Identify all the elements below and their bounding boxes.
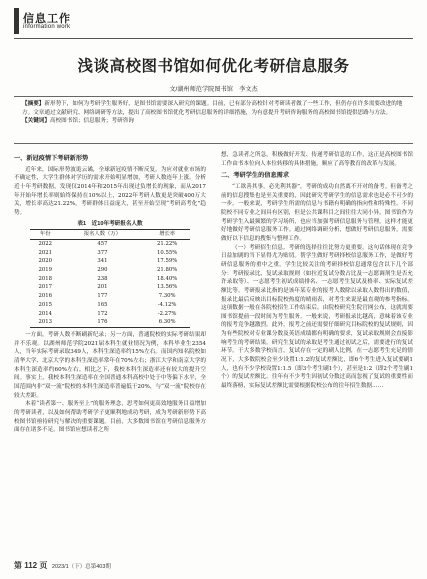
table-row [30,249,190,258]
table-header-year: 年份 [30,230,60,240]
table-cell: 2019 [38,267,52,274]
abstract-box [14,96,413,144]
page-number: 第 112 页 [14,561,48,570]
keywords-text: 高校图书馆；信息服务；考研咨询 [49,118,134,125]
abstract [22,100,405,117]
table-caption: 表1 近10年考研报名人数 [77,220,143,227]
table-cell: 2015 [38,301,52,308]
table-row [30,257,190,266]
table-cell: -2.27% [157,310,177,317]
table-cell: 21.22% [157,240,178,247]
table-cell: 21.80% [157,267,178,274]
column-marker [14,8,19,34]
column-subtitle: information work [23,24,71,30]
paragraph: 一方面，考研人数不断刷新纪录；另一方面，普通院校的实际考研结果却并不乐观。以湖州师范学院2021届本科生就业情况为例，本科毕业生2354人，当年实际考研录取349人，本科生深造率约15%左右。而国内知名院校如清华大学、北京大学的本科生深造率常年在70%左右；浙江大学和南京大学的本科生深造率约60%左右。相比之下，我校本科生深造率还有较大的提升空间。事实上，我校本科生深造率在全国普通本科高校中处于中等偏下水平，全国范围内非“双一流”院校的本科生深造率普遍低于20%，与“双一流”院校存在较大差距。 [14,331,206,399]
table-cell: 2014 [38,310,52,317]
table-cell: 341 [97,258,108,265]
column-header [0,0,427,40]
table-cell: 13.56% [157,284,178,291]
table-cell: 238 [97,275,108,282]
table-cell: 2021 [38,249,52,256]
table-row [30,266,190,275]
table-header-growth: 增长率 [144,230,190,240]
table-cell: 165 [97,301,108,308]
table-row [30,275,190,284]
table-cell: 2018 [38,275,52,282]
section-heading-1: 一、新冠疫情下考研新形势 [14,155,89,162]
article-author: 文/湖州师范学院图书馆 李文杰 [169,86,258,93]
left-column [14,151,206,435]
abstract-label: 【摘要】 [22,101,45,107]
table-cell: 377 [97,249,108,256]
right-column [221,151,413,391]
paragraph: 本着“读者第一、服务至上”的服务理念，思考如何更高效地服务目益增加的考研读者，以及如何帮助考研学子更顺利地成功考研，成为考研新形势下高校图书馆亟待研究与解决的重要课题。目前，大多数图书馆在考研信息服务方面存在诸多不足，图书馆应想读者之所 [14,401,206,434]
paragraph: “工欲善其事，必先利其器”，考研的成功自然离不开对的备考。但备考之前的信息搜集也是至关重要的，因此研究考研学生的信息需求也是必不可少的一步。一般来说，考研学生所需的信息与书籍有明确的指向性和特殊性，不同院校不同专业之间具有区别，但是公共课科目之间往往大同小异。图书馆作为考研学生入最频繁的学习场所，也应当加强考研信息服务与管理，这样才能更好地做好考研信息服务工作。通过网络调研分析，想做好考研信息服务，需要做好以下信息的搜集与整理工作。 [221,183,413,242]
table-cell: 177 [97,293,108,300]
table-cell: 2020 [38,258,52,265]
paragraph: （一）考研招生信息。考研的选择往往比努力更重要。这句话体现在竞争日益加剧的当下显得尤为贴切。帮学生做好考研择校信息服务工作，是做好考研信息服务的重中之重。学生比较关注的考研择校信息通常包含以下几个部分：考研报录比、复试录取规则（如拉近复试分数占比及一志愿调剂生是否允许录取等）、一志愿考生初试成绩排名、一志愿考生复试及格率、实际复试差额比等。考研报录比指的是该年某专业的报考人数除以录取人数得出的数值，报录比最后反映出目标院校热度的晴雨表，对考生来说是最直观的参考指标。这项数据一般在各院校招生工作结束后，由院校研究生院官网公布，这就需要图书馆提前一段时间为考生服务。一般来说，考研报录比越高，意味着该专业的报考竞争越激烈。此外，报考之前还需要仔细研究目标院校的复试规则，因为有些院校对专业课分数及英语成绩都有明确的要求，复试录取规则会直接影响考生的考研结果。研究生复试的录取是考生通过初试之后，需要进行的复试环节。于大多数学校而言，复试存在一定的刷人比例，在一志愿考生充足的情况下，大多数院校会至少设置1:1.2的复试差额比，即6个考生进入复试要刷1人，也有不少学校设置1:1.5（即3个考生刷1个），甚至是1:2（即2个考生刷1个）的复试差额比。往年有不少考生因初试分数过高而忽视了复试的重要性而最终落榜，实际复试差额比需要根据院校公布的往年招生数据…… [221,244,413,390]
table-row [30,301,190,310]
table-cell: 290 [97,267,108,274]
table-cell: 2017 [38,284,52,291]
table-cell: 176 [60,318,144,327]
table-row [30,292,190,301]
table-cell: 10.55% [157,249,178,256]
table-row [30,239,190,248]
keywords [22,117,405,126]
table-row [30,310,190,319]
table-cell: 6.30% [144,318,190,327]
column-title: 信息工作 [23,13,71,25]
page-footer [14,560,111,571]
table-header-row [30,230,190,240]
table-cell: 2016 [38,293,52,300]
article-title: 浅谈高校图书馆如何优化考研信息服务 [77,58,350,75]
abstract-text: 新形势下，如何为考研学生服务好，是图书馆需要深入研究的课题。目前，已有部分高校针对考研读者做了一些工作，但仍存在许多需要改进的地方。文章通过文献研究、网络调研等方法，提出了高校图书馆优化考研信息服务的详细措施，为有意提升考研咨询服务的高校图书馆提供思路与方法。 [22,101,403,116]
header-divider [14,38,413,39]
issue-info: 2023/1（下）总第403期 [51,564,111,570]
paragraph: 近年来，国际形势波诡云谲，全球新冠疫情不断反复。为应对就业市场的不确定性，大学生群体对学历的需求开始明显增加，考研人数连年上涨。分析近十年考研数据，发现仅2014年和2015年出现过负增长的现象，而从2017年开始年增长率则始终保持在10%以上，2022年考研人数更是突破400万大关，增长率高达21.22%，考研群体日益庞大，甚至开始呈现“考研高考化”趋势。 [14,166,206,216]
table-cell: 17.59% [157,258,178,265]
table-cell: 2013 [30,318,60,327]
enrollment-table [30,229,190,328]
table-cell: 457 [97,240,108,247]
paragraph: 想，急读者之所急，积极做好开发、传递考研信息的工作，这正是高校图书馆工作由书本位向人本位转移的具体措施，顺应了高等教育的改革与发展。 [221,152,413,167]
table-cell: 18.40% [157,275,178,282]
table-row [30,283,190,292]
table-cell: 2022 [38,240,52,247]
table-cell: 7.30% [158,293,176,300]
table-row [30,318,190,327]
table-cell: 201 [97,284,108,291]
table-cell: 172 [97,310,108,317]
table-header-applicants: 报名人数（万） [60,230,144,240]
table-cell: -4.12% [157,301,177,308]
keywords-label: 【关键词】 [22,118,50,125]
section-heading-2: 二、考研学生的信息需求 [221,172,290,180]
